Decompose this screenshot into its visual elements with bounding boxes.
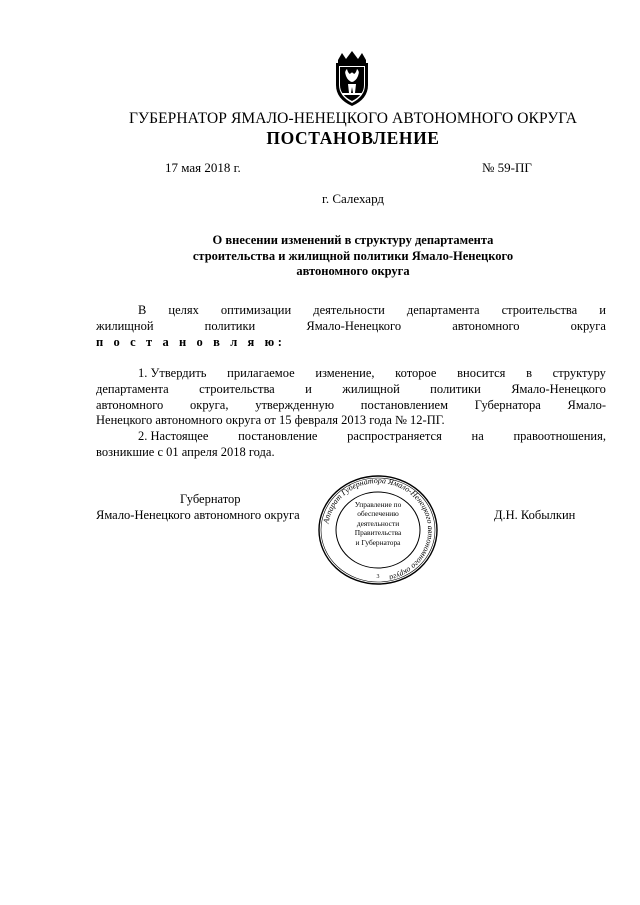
stamp-line: Управление по bbox=[354, 500, 402, 509]
word: и bbox=[599, 303, 606, 317]
stamp-line: Правительства bbox=[354, 528, 402, 538]
word: 1. Утвердить bbox=[138, 366, 207, 380]
word: целях bbox=[168, 303, 199, 317]
word: округа bbox=[570, 319, 606, 333]
text-line bbox=[96, 366, 606, 382]
word: структуру bbox=[552, 366, 606, 380]
document-type-title: ПОСТАНОВЛЕНИЕ bbox=[266, 128, 440, 148]
intro-paragraph bbox=[96, 302, 606, 350]
word: Губернатора bbox=[474, 397, 541, 412]
subject-line: строительства и жилищной политики Ямало-Ненецкого bbox=[192, 248, 514, 263]
text-line bbox=[96, 302, 606, 318]
word: автономного bbox=[452, 319, 520, 333]
word: деятельности bbox=[313, 303, 385, 317]
text-line bbox=[96, 398, 606, 414]
word: 2. Настоящее bbox=[138, 429, 209, 444]
word: оптимизации bbox=[220, 303, 292, 317]
stamp-number: 3 bbox=[376, 574, 380, 580]
subject-line: автономного округа bbox=[296, 264, 410, 278]
stamp-ring-text: Аппарат Губернатора Ямало-Ненецкого автономного округа bbox=[321, 475, 436, 583]
word: в bbox=[526, 366, 532, 380]
text-line: Ненецкого автономного округа от 15 февраля 2013 года № 12-ПГ. bbox=[96, 413, 445, 428]
signatory-region: Ямало-Ненецкого автономного округа bbox=[96, 507, 300, 522]
word: жилищной bbox=[96, 319, 154, 333]
word: постановлением bbox=[360, 397, 449, 412]
word: Ямало- bbox=[567, 397, 606, 412]
signatory-title bbox=[96, 492, 346, 523]
document-city: г. Салехард bbox=[321, 191, 385, 206]
decree-word: п о с т а н о в л я ю: bbox=[96, 335, 286, 349]
word: утвержденную bbox=[255, 397, 335, 412]
word: Ямало-Ненецкого bbox=[511, 381, 606, 396]
authority-title: ГУБЕРНАТОР ЯМАЛО-НЕНЕЦКОГО АВТОНОМНОГО ОКРУГА bbox=[128, 110, 578, 127]
stamp-line: обеспечению bbox=[357, 509, 399, 519]
subject-line: О внесении изменений в структуру департамента bbox=[212, 233, 494, 247]
text-line bbox=[96, 318, 606, 334]
coat-of-arms-icon bbox=[330, 49, 374, 109]
signatory-position: Губернатор bbox=[180, 492, 241, 506]
word: правоотношения, bbox=[513, 429, 606, 444]
word: изменение, bbox=[315, 366, 375, 380]
stamp-line: и Губернатора bbox=[355, 537, 401, 547]
stamp-line: деятельности bbox=[356, 518, 400, 528]
word: распространяется bbox=[347, 429, 442, 444]
word: которое bbox=[395, 366, 437, 380]
word: В bbox=[138, 303, 147, 317]
text-line bbox=[96, 429, 606, 445]
word: вносится bbox=[457, 366, 506, 380]
word: департамента bbox=[406, 303, 480, 317]
signatory-name: Д.Н. Кобылкин bbox=[494, 508, 576, 522]
word: автономного bbox=[96, 397, 164, 412]
word: политики bbox=[204, 319, 256, 333]
word: на bbox=[471, 429, 484, 444]
stamp-inner-text bbox=[340, 500, 416, 547]
text-line: возникшие с 01 апреля 2018 года. bbox=[96, 444, 275, 459]
word: округа, bbox=[190, 397, 229, 412]
word: политики bbox=[430, 381, 481, 396]
text-line bbox=[96, 382, 606, 398]
word: и bbox=[305, 381, 312, 396]
word: постановление bbox=[238, 429, 318, 444]
word: Ямало-Ненецкого bbox=[306, 319, 402, 333]
decree-items bbox=[96, 366, 606, 461]
document-subject bbox=[140, 233, 566, 280]
document-number: № 59-ПГ bbox=[482, 160, 532, 175]
word: жилищной bbox=[342, 381, 400, 396]
word: департамента bbox=[96, 381, 169, 396]
document-date: 17 мая 2018 г. bbox=[165, 160, 241, 175]
word: строительства bbox=[199, 381, 275, 396]
word: строительства bbox=[501, 303, 578, 317]
word: прилагаемое bbox=[227, 366, 295, 380]
